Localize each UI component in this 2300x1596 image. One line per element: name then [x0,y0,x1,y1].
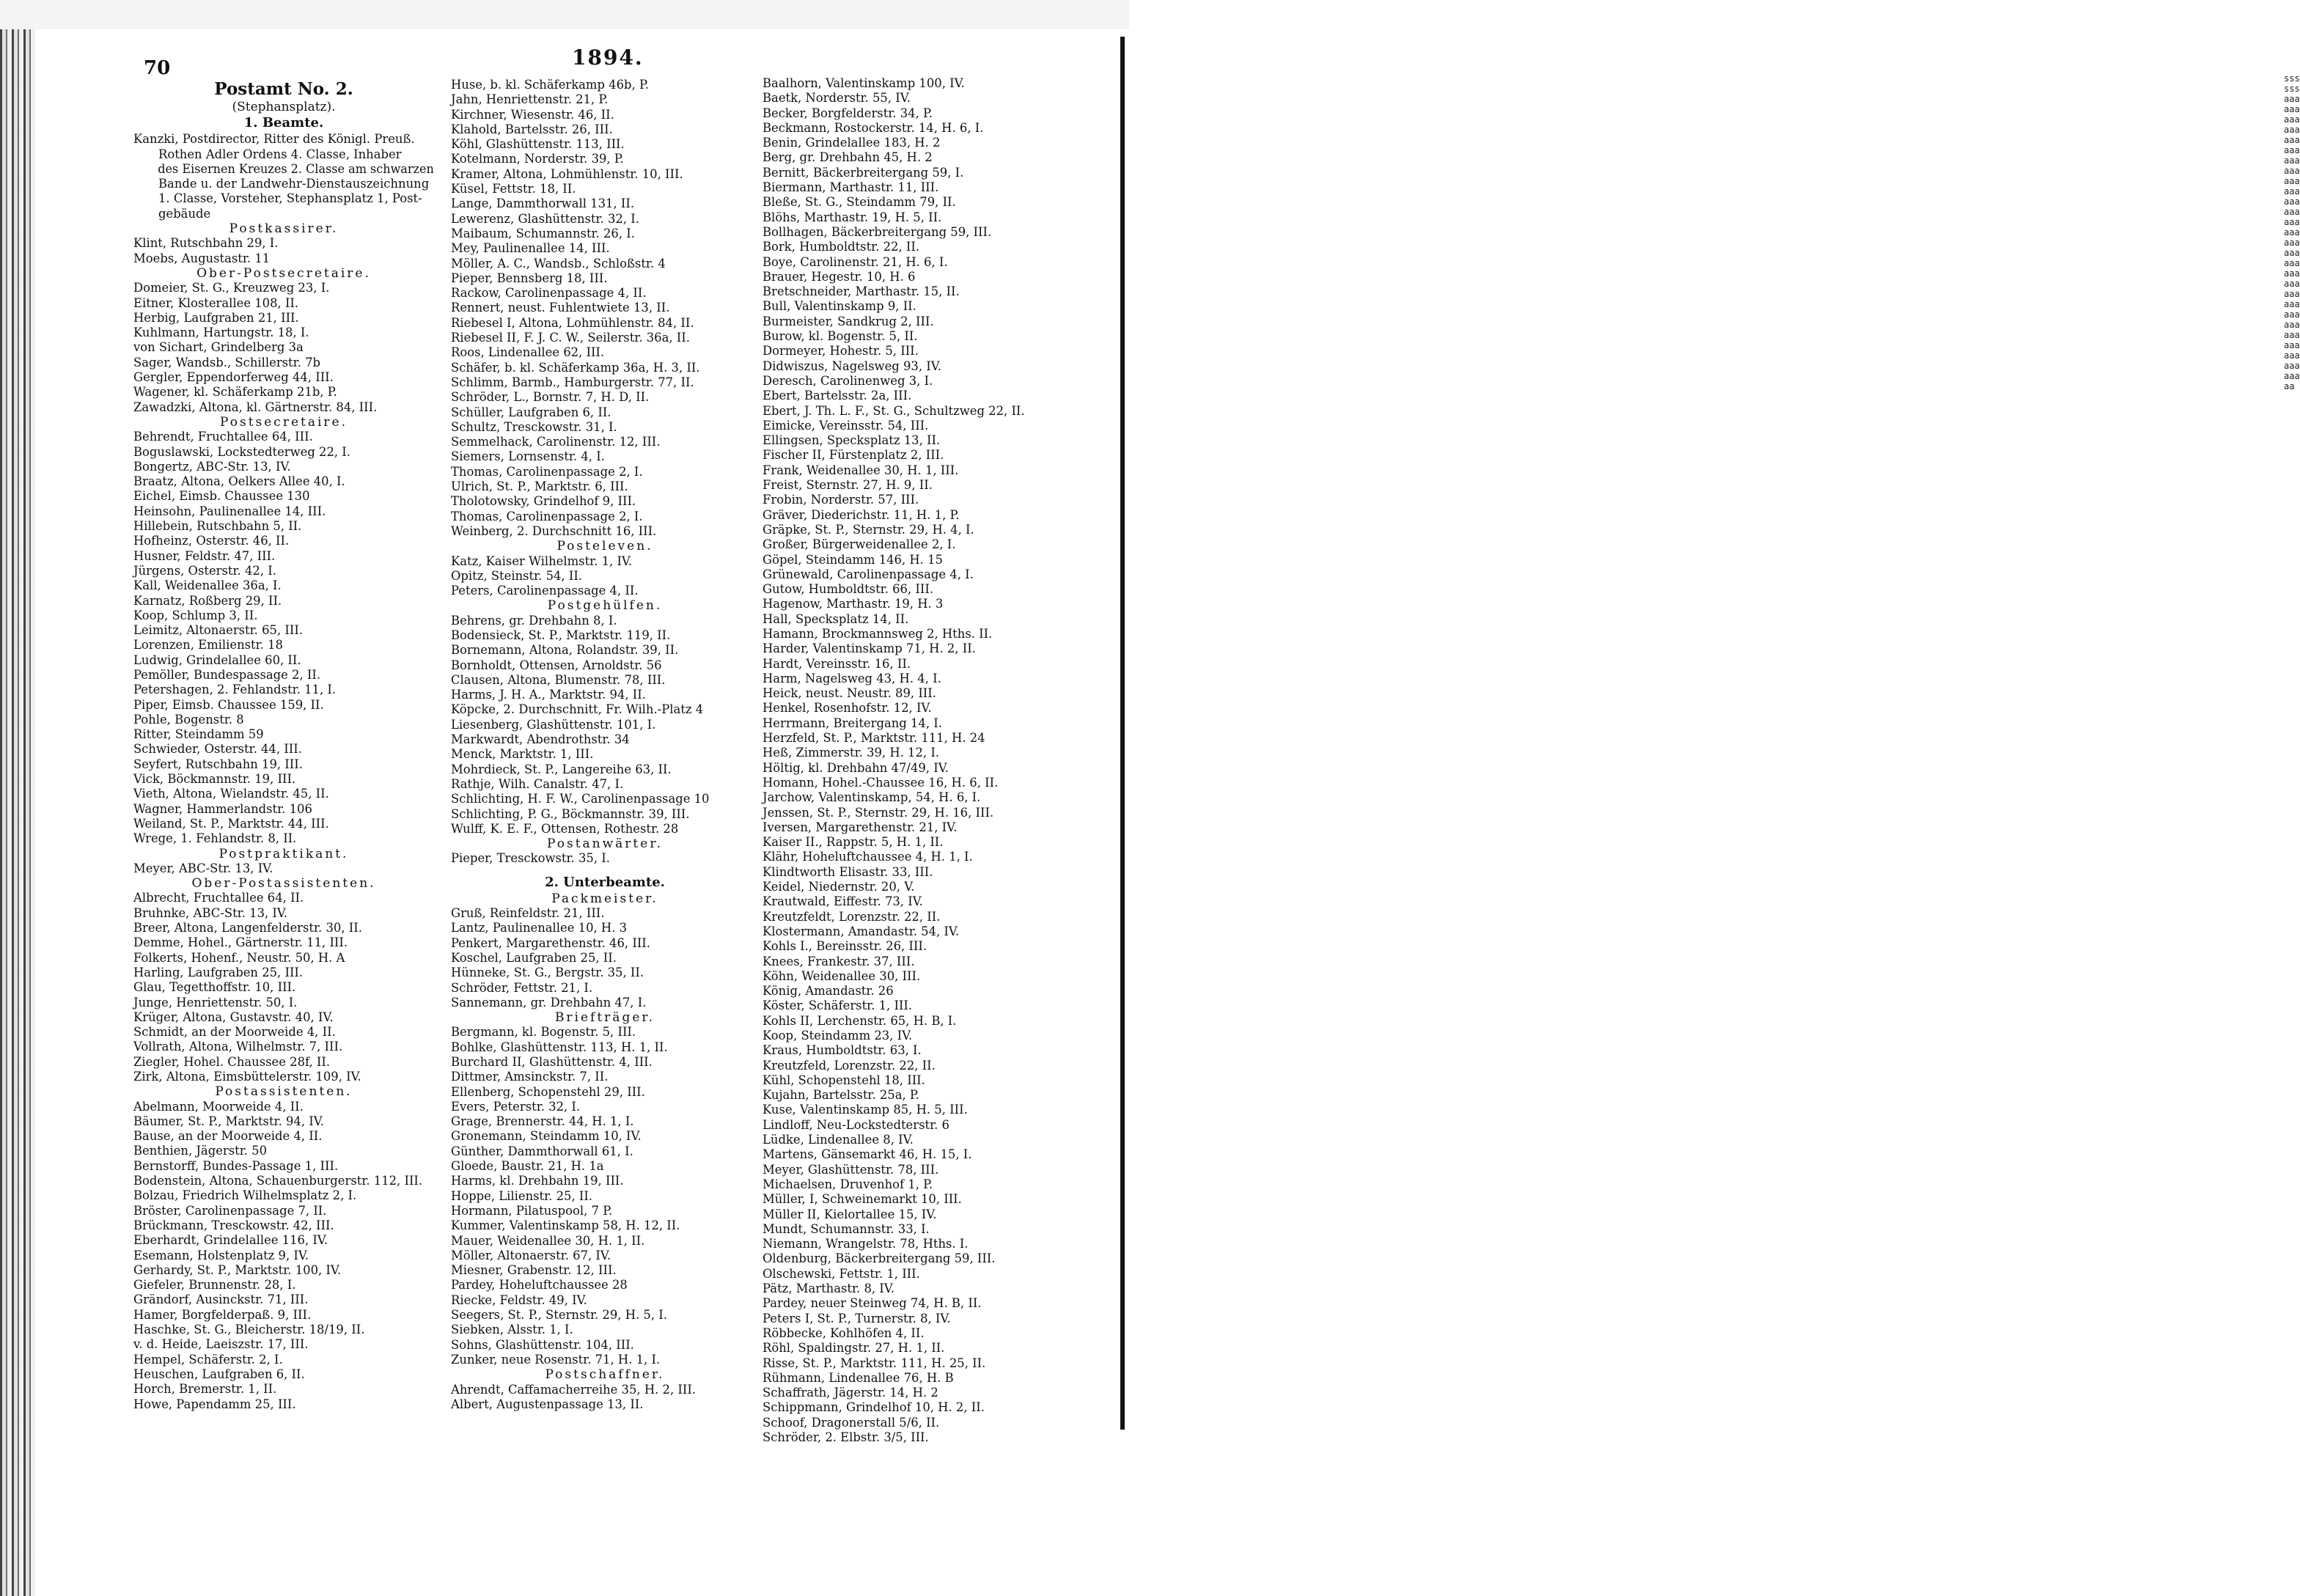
directory-entry: Thomas, Carolinenpassage 2, I. [451,509,643,523]
directory-entry: Ellingsen, Specksplatz 13, II. [763,433,941,448]
directory-entry: Domeier, St. G., Kreuzweg 23, I. [133,281,330,295]
subsection-heading: Postanwärter. [547,836,663,852]
directory-entry: Menck, Marktstr. 1, III. [451,747,594,762]
directory-entry: Bernitt, Bäckerbreitergang 59, I. [763,165,964,180]
directory-entry: Lorenzen, Emilienstr. 18 [133,638,283,652]
directory-entry: König, Amandastr. 26 [763,984,894,999]
directory-entry: Homann, Hohel.-Chaussee 16, H. 6, II. [763,775,999,790]
directory-entry: Sannemann, gr. Drehbahn 47, I. [451,995,647,1010]
directory-entry: Brückmann, Tresckowstr. 42, III. [133,1218,334,1232]
directory-entry: Ahrendt, Caffamacherreihe 35, H. 2, III. [451,1382,697,1397]
entry-continuation: gebäude [158,206,211,221]
directory-entry: Jürgens, Osterstr. 42, I. [133,563,276,578]
directory-entry: Jarchow, Valentinskamp, 54, H. 6, I. [763,790,981,805]
directory-entry: Bornemann, Altona, Rolandstr. 39, II. [451,643,679,658]
directory-entry: Harm, Nagelsweg 43, H. 4, I. [763,671,941,685]
directory-entry: Mohrdieck, St. P., Langereihe 63, II. [451,762,672,776]
directory-entry: Bause, an der Moorweide 4, II. [133,1129,323,1144]
directory-entry: Kanzki, Postdirector, Ritter des Königl. Preuß. [133,132,415,147]
directory-entry: Müller, I, Schweinemarkt 10, III. [763,1192,962,1207]
directory-entry: Semmelhack, Carolinenstr. 12, III. [451,435,661,449]
directory-entry: Bruhnke, ABC-Str. 13, IV. [133,905,288,920]
directory-entry: Schlichting, H. F. W., Carolinenpassage 10 [451,792,710,806]
directory-entry: Kall, Weidenallee 36a, I. [133,578,282,593]
directory-entry: Dittmer, Amsinckstr. 7, II. [451,1070,609,1084]
directory-entry: Lange, Dammthorwall 131, II. [451,196,635,211]
directory-entry: Koop, Schlump 3, II. [133,608,258,622]
directory-entry: Bongertz, ABC-Str. 13, IV. [133,459,291,474]
directory-entry: Meyer, Glashüttenstr. 78, III. [763,1162,939,1177]
directory-entry: Piper, Eimsb. Chaussee 159, II. [133,697,324,712]
directory-entry: Rackow, Carolinenpassage 4, II. [451,286,647,301]
directory-entry: Becker, Borgfelderstr. 34, P. [763,106,933,120]
directory-entry: Heick, neust. Neustr. 89, III. [763,686,936,701]
directory-entry: Dormeyer, Hohestr. 5, III. [763,344,919,358]
directory-entry: Lüdke, Lindenallee 8, IV. [763,1133,914,1147]
directory-entry: Grage, Brennerstr. 44, H. 1, I. [451,1114,634,1129]
directory-entry: Frobin, Norderstr. 57, III. [763,493,919,507]
directory-entry: Maibaum, Schumannstr. 26, I. [451,226,635,240]
directory-entry: Pardey, Hoheluftchaussee 28 [451,1278,628,1292]
directory-entry: Michaelsen, Druvenhof 1, P. [763,1177,933,1191]
directory-entry: Klahold, Bartelsstr. 26, III. [451,122,613,136]
directory-entry: Kaiser II., Rappstr. 5, H. 1, II. [763,835,944,850]
directory-entry: Brauer, Hegestr. 10, H. 6 [763,269,916,284]
directory-entry: Niemann, Wrangelstr. 78, Hths. I. [763,1237,969,1251]
subsection-heading: Briefträger. [554,1010,655,1026]
directory-entry: Klint, Rutschbahn 29, I. [133,236,279,251]
directory-entry: Großer, Bürgerweidenallee 2, I. [763,537,956,552]
directory-entry: Ludwig, Grindelallee 60, II. [133,652,301,667]
directory-entry: Heß, Zimmerstr. 39, H. 12, I. [763,746,940,760]
directory-entry: Gutow, Humboldtstr. 66, III. [763,582,934,597]
directory-entry: Seegers, St. P., Sternstr. 29, H. 5, I. [451,1308,667,1323]
directory-entry: Lewerenz, Glashüttenstr. 32, I. [451,211,639,226]
entry-continuation: 1. Classe, Vorsteher, Stephansplatz 1, Post- [158,191,422,206]
section-heading: 2. Unterbeamte. [545,874,665,890]
directory-entry: Frank, Weidenallee 30, H. 1, III. [763,463,959,477]
directory-entry: Gruß, Reinfeldstr. 21, III. [451,906,605,921]
office-title: Postamt No. 2. [214,79,353,99]
directory-entry: Siebken, Alsstr. 1, I. [451,1323,573,1337]
directory-entry: Hormann, Pilatuspool, 7 P. [451,1203,613,1218]
scan-binding-edge [0,29,35,1596]
directory-entry: Krautwald, Eiffestr. 73, IV. [763,894,923,909]
directory-entry: Deresch, Carolinenweg 3, I. [763,373,933,388]
directory-entry: Horch, Bremerstr. 1, II. [133,1382,277,1397]
directory-entry: Peters, Carolinenpassage 4, II. [451,584,639,598]
directory-entry: Riebesel I, Altona, Lohmühlenstr. 84, II. [451,315,694,330]
directory-entry: Schröder, Fettstr. 21, I. [451,980,593,995]
subsection-heading: Packmeister. [551,891,658,906]
directory-entry: Grändorf, Ausinckstr. 71, III. [133,1292,309,1307]
directory-entry: Pardey, neuer Steinweg 74, H. B, II. [763,1296,982,1311]
directory-entry: Kühl, Schopenstehl 18, III. [763,1073,925,1087]
directory-entry: Hempel, Schäferstr. 2, I. [133,1352,283,1367]
directory-entry: Bohlke, Glashüttenstr. 113, H. 1, II. [451,1040,668,1054]
directory-entry: Sager, Wandsb., Schillerstr. 7b [133,355,321,369]
directory-entry: Eberhardt, Grindelallee 116, IV. [133,1233,328,1248]
directory-entry: Schaffrath, Jägerstr. 14, H. 2 [763,1386,938,1400]
directory-entry: Boye, Carolinenstr. 21, H. 6, I. [763,254,948,269]
directory-entry: Liesenberg, Glashüttenstr. 101, I. [451,717,656,732]
page-number: 70 [144,57,171,79]
directory-entry: Bull, Valentinskamp 9, II. [763,299,916,314]
directory-entry: Olschewski, Fettstr. 1, III. [763,1266,920,1281]
directory-entry: Schlichting, P. G., Böckmannstr. 39, III. [451,806,690,821]
directory-entry: Gräpke, St. P., Sternstr. 29, H. 4, I. [763,522,974,537]
directory-entry: Gräver, Diederichstr. 11, H. 1, P. [763,507,960,522]
directory-entry: Sohns, Glashüttenstr. 104, III. [451,1337,634,1352]
directory-entry: Harling, Laufgraben 25, III. [133,965,304,979]
directory-entry: Mey, Paulinenallee 14, III. [451,241,610,256]
directory-entry: Hall, Specksplatz 14, II. [763,611,909,626]
directory-entry: Weiland, St. P., Marktstr. 44, III. [133,816,329,831]
directory-entry: Demme, Hohel., Gärtnerstr. 11, III. [133,935,348,950]
directory-entry: Howe, Papendamm 25, III. [133,1397,296,1411]
directory-entry: Schlimm, Barmb., Hamburgerstr. 77, II. [451,375,694,389]
directory-entry: Vick, Böckmannstr. 19, III. [133,772,296,787]
directory-entry: Kohls I., Bereinsstr. 26, III. [763,939,927,954]
directory-entry: Schäfer, b. kl. Schäferkamp 36a, H. 3, II. [451,360,700,375]
subsection-heading: Ober-Postsecretaire. [196,265,371,281]
directory-entry: Peters I, St. P., Turnerstr. 8, IV. [763,1311,951,1325]
directory-entry: Kramer, Altona, Lohmühlenstr. 10, III. [451,166,683,181]
directory-entry: Benin, Grindelallee 183, H. 2 [763,136,941,150]
directory-entry: Clausen, Altona, Blumenstr. 78, III. [451,672,666,687]
directory-entry: Eichel, Eimsb. Chaussee 130 [133,489,310,504]
column-3 [763,76,1114,1445]
directory-entry: Bodenstein, Altona, Schauenburgerstr. 112, III. [133,1174,423,1188]
directory-entry: Bornholdt, Ottensen, Arnoldstr. 56 [451,658,662,672]
directory-entry: Glau, Tegetthoffstr. 10, III. [133,980,296,995]
directory-entry: Pieper, Bennsberg 18, III. [451,271,608,285]
directory-entry: Opitz, Steinstr. 54, II. [451,568,583,583]
directory-entry: Evers, Peterstr. 32, I. [451,1099,581,1114]
directory-entry: Herrmann, Breitergang 14, I. [763,716,942,730]
directory-entry: Schippmann, Grindelhof 10, H. 2, II. [763,1400,985,1415]
directory-entry: Gerhardy, St. P., Marktstr. 100, IV. [133,1262,342,1277]
directory-entry: Zawadzki, Altona, kl. Gärtnerstr. 84, III. [133,400,378,414]
directory-entry: Eitner, Klosterallee 108, II. [133,295,299,310]
directory-entry: von Sichart, Grindelberg 3a [133,340,304,355]
directory-entry: Benthien, Jägerstr. 50 [133,1144,268,1158]
directory-entry: Baalhorn, Valentinskamp 100, IV. [763,76,965,90]
directory-entry: v. d. Heide, Laeiszstr. 17, III. [133,1337,309,1352]
directory-entry: Mauer, Weidenallee 30, H. 1, II. [451,1233,645,1248]
directory-entry: Kuse, Valentinskamp 85, H. 5, III. [763,1103,968,1117]
spacer [451,867,759,874]
directory-entry: Pemöller, Bundespassage 2, II. [133,667,321,682]
directory-entry: Martens, Gänsemarkt 46, H. 15, I. [763,1147,972,1162]
directory-entry: Baetk, Norderstr. 55, IV. [763,91,911,106]
directory-entry: Gergler, Eppendorferweg 44, III. [133,370,334,385]
directory-entry: Bernstorff, Bundes-Passage 1, III. [133,1158,339,1173]
directory-entry: Ulrich, St. P., Marktstr. 6, III. [451,479,628,494]
directory-entry: Burmeister, Sandkrug 2, III. [763,314,934,328]
directory-entry: Küsel, Fettstr. 18, II. [451,182,576,196]
directory-entry: Hamer, Borgfelderpaß. 9, III. [133,1307,312,1322]
directory-entry: Heuschen, Laufgraben 6, II. [133,1367,305,1381]
directory-entry: Schultz, Tresckowstr. 31, I. [451,419,617,434]
directory-entry: Jahn, Henriettenstr. 21, P. [451,92,609,107]
directory-entry: Röbbecke, Kohlhöfen 4, II. [763,1325,925,1340]
directory-entry: Kraus, Humboldtstr. 63, I. [763,1043,922,1058]
directory-entry: Didwiszus, Nagelsweg 93, IV. [763,358,941,373]
subsection-heading: Postkassirer. [229,221,339,237]
directory-entry: Leimitz, Altonaerstr. 65, III. [133,623,304,638]
directory-entry: Albrecht, Fruchtallee 64, II. [133,891,304,905]
directory-entry: Grünewald, Carolinenpassage 4, I. [763,567,974,581]
directory-entry: Harder, Valentinskamp 71, H. 2, II. [763,641,976,656]
directory-entry: Eimicke, Vereinsstr. 54, III. [763,418,929,433]
directory-entry: Köhn, Weidenallee 30, III. [763,968,921,983]
directory-entry: Hillebein, Rutschbahn 5, II. [133,519,302,534]
directory-entry: Vollrath, Altona, Wilhelmstr. 7, III. [133,1040,343,1054]
directory-entry: Klostermann, Amandastr. 54, IV. [763,924,960,938]
directory-entry: Hofheinz, Osterstr. 46, II. [133,534,290,548]
directory-entry: Beckmann, Rostockerstr. 14, H. 6, I. [763,120,984,135]
directory-entry: Rühmann, Lindenallee 76, H. B [763,1370,954,1385]
directory-entry: Oldenburg, Bäckerbreitergang 59, III. [763,1251,996,1266]
directory-entry: Haschke, St. G., Bleicherstr. 18/19, II. [133,1323,365,1337]
page-edge-line [1120,37,1125,1430]
directory-entry: Kreutzfeld, Lorenzstr. 22, II. [763,1058,936,1073]
directory-entry: Breer, Altona, Langenfelderstr. 30, II. [133,921,362,935]
directory-entry: Behrens, gr. Drehbahn 8, I. [451,613,617,628]
directory-entry: Ziegler, Hohel. Chaussee 28f, II. [133,1054,331,1069]
next-page-edge-text: ssssssaaaaaaaaaaaaaaaaaaaaaaaaaaaaaaaaaaaaaaaaaaaaaaaaaaaaaaaaaaaaaaaaaaaaaaaaaaaaaaaaaaaaaa [2284,73,2300,391]
subsection-heading: Posteleven. [556,539,653,554]
directory-entry: Knees, Frankestr. 37, III. [763,954,915,968]
directory-entry: Kirchner, Wiesenstr. 46, II. [451,107,614,122]
directory-entry: Bolzau, Friedrich Wilhelmsplatz 2, I. [133,1188,357,1203]
directory-entry: Zirk, Altona, Eimsbüttelerstr. 109, IV. [133,1070,361,1084]
directory-entry: Wagener, kl. Schäferkamp 21b, P. [133,385,337,400]
directory-entry: Roos, Lindenallee 62, III. [451,345,605,360]
directory-entry: Abelmann, Moorweide 4, II. [133,1099,304,1114]
column-1 [133,79,434,1412]
directory-entry: Bretschneider, Marthastr. 15, II. [763,284,960,299]
directory-entry: Hamann, Brockmannsweg 2, Hths. II. [763,626,993,641]
directory-entry: Jenssen, St. P., Sternstr. 29, H. 16, III. [763,805,994,820]
directory-entry: Kummer, Valentinskamp 58, H. 12, II. [451,1218,680,1233]
directory-entry: Hardt, Vereinsstr. 16, II. [763,656,911,671]
directory-entry: Weinberg, 2. Durchschnitt 16, III. [451,523,657,538]
directory-entry: Herbig, Laufgraben 21, III. [133,310,299,325]
directory-entry: Burow, kl. Bogenstr. 5, II. [763,329,918,344]
directory-entry: Gloede, Baustr. 21, H. 1a [451,1159,604,1174]
page-year: 1894. [572,45,644,70]
directory-entry: Bollhagen, Bäckerbreitergang 59, III. [763,224,992,239]
directory-entry: Behrendt, Fruchtallee 64, III. [133,430,313,444]
entry-continuation: Bande u. der Landwehr-Dienstauszeichnung [158,177,430,191]
directory-entry: Braatz, Altona, Oelkers Allee 40, I. [133,474,345,489]
entry-continuation: Rothen Adler Ordens 4. Classe, Inhaber [158,147,402,161]
directory-entry: Mundt, Schumannstr. 33, I. [763,1221,930,1236]
directory-entry: Risse, St. P., Marktstr. 111, H. 25, II. [763,1356,986,1370]
directory-entry: Miesner, Grabenstr. 12, III. [451,1263,617,1278]
directory-entry: Ritter, Steindamm 59 [133,727,264,742]
directory-entry: Rathje, Wilh. Canalstr. 47, I. [451,776,624,791]
directory-entry: Klähr, Hoheluftchaussee 4, H. 1, I. [763,850,973,864]
directory-entry: Freist, Sternstr. 27, H. 9, II. [763,478,933,493]
directory-entry: Kohls II, Lerchenstr. 65, H. B, I. [763,1013,957,1028]
directory-entry: Bergmann, kl. Bogenstr. 5, III. [451,1025,636,1040]
directory-entry: Krüger, Altona, Gustavstr. 40, IV. [133,1010,334,1024]
directory-entry: Möller, Altonaerstr. 67, IV. [451,1248,611,1262]
directory-entry: Wagner, Hammerlandstr. 106 [133,801,312,816]
directory-entry: Burchard II, Glashüttenstr. 4, III. [451,1055,653,1069]
subsection-heading: Postgehülfen. [547,598,663,614]
directory-entry: Riecke, Feldstr. 49, IV. [451,1292,587,1307]
directory-entry: Röhl, Spaldingstr. 27, H. 1, II. [763,1341,945,1356]
directory-entry: Möller, A. C., Wandsb., Schloßstr. 4 [451,256,666,271]
directory-entry: Kujahn, Bartelsstr. 25a, P. [763,1088,919,1103]
directory-entry: Koschel, Laufgraben 25, II. [451,950,617,965]
directory-entry: Köster, Schäferstr. 1, III. [763,999,913,1013]
directory-entry: Tholotowsky, Grindelhof 9, III. [451,494,636,509]
subsection-heading: Ober-Postassistenten. [191,876,376,891]
directory-entry: Folkerts, Hohenf., Neustr. 50, H. A [133,950,345,965]
scan-top-margin [0,0,1173,29]
directory-entry: Ebert, Bartelsstr. 2a, III. [763,389,912,403]
directory-entry: Keidel, Niedernstr. 20, V. [763,880,915,894]
directory-entry: Thomas, Carolinenpassage 2, I. [451,464,643,479]
directory-entry: Petershagen, 2. Fehlandstr. 11, I. [133,683,337,697]
directory-entry: Göpel, Steindamm 146, H. 15 [763,552,943,567]
directory-entry: Hünneke, St. G., Bergstr. 35, II. [451,966,644,980]
directory-entry: Henkel, Rosenhofstr. 12, IV. [763,701,932,716]
directory-entry: Bäumer, St. P., Marktstr. 94, IV. [133,1114,324,1128]
directory-entry: Kuhlmann, Hartungstr. 18, I. [133,326,309,340]
directory-entry: Moebs, Augustastr. 11 [133,251,271,265]
directory-entry: Köhl, Glashüttenstr. 113, III. [451,137,625,152]
subsection-heading: Postsecretaire. [219,414,348,430]
directory-entry: Siemers, Lornsenstr. 4, I. [451,449,605,464]
directory-entry: Meyer, ABC-Str. 13, IV. [133,861,273,875]
subsection-heading: Postschaffner. [545,1367,665,1383]
directory-entry: Pätz, Marthastr. 8, IV. [763,1281,894,1296]
directory-entry: Müller II, Kielortallee 15, IV. [763,1207,937,1221]
next-page-edge [1129,0,2300,1596]
directory-entry: Köpcke, 2. Durchschnitt, Fr. Wilh.-Platz 4 [451,702,704,717]
directory-entry: Ellenberg, Schopenstehl 29, III. [451,1084,645,1099]
directory-entry: Bork, Humboldtstr. 22, II. [763,240,920,254]
directory-entry: Harms, kl. Drehbahn 19, III. [451,1174,624,1188]
directory-entry: Iversen, Margarethenstr. 21, IV. [763,820,958,834]
directory-entry: Kreutzfeldt, Lorenzstr. 22, II. [763,909,941,924]
directory-entry: Riebesel II, F. J. C. W., Seilerstr. 36a, II. [451,331,690,345]
directory-entry: Lindloff, Neu-Lockstedterstr. 6 [763,1117,949,1132]
directory-entry: Bröster, Carolinenpassage 7, II. [133,1203,327,1218]
directory-entry: Schüller, Laufgraben 6, II. [451,405,611,419]
directory-entry: Wulff, K. E. F., Ottensen, Rothestr. 28 [451,821,679,836]
directory-entry: Schröder, 2. Elbstr. 3/5, III. [763,1430,929,1445]
directory-entry: Schröder, L., Bornstr. 7, H. D, II. [451,390,650,405]
directory-entry: Kotelmann, Norderstr. 39, P. [451,152,624,166]
directory-entry: Fischer II, Fürstenplatz 2, III. [763,448,944,463]
subsection-heading: Postpraktikant. [218,846,349,861]
directory-entry: Hagenow, Marthastr. 19, H. 3 [763,597,944,611]
directory-entry: Boguslawski, Lockstedterweg 22, I. [133,444,350,459]
directory-entry: Pohle, Bogenstr. 8 [133,712,244,727]
directory-entry: Schwieder, Osterstr. 44, III. [133,742,302,757]
column-2 [451,78,759,1412]
directory-entry: Berg, gr. Drehbahn 45, H. 2 [763,150,933,165]
directory-entry: Blöhs, Marthastr. 19, H. 5, II. [763,210,942,224]
directory-entry: Husner, Feldstr. 47, III. [133,548,276,563]
directory-entry: Koop, Steindamm 23, IV. [763,1029,913,1042]
directory-entry: Günther, Dammthorwall 61, I. [451,1144,633,1158]
directory-entry: Bleße, St. G., Steindamm 79, II. [763,195,956,210]
directory-entry: Giefeler, Brunnenstr. 28, I. [133,1278,296,1292]
section-heading: 1. Beamte. [243,115,324,131]
office-subtitle: (Stephansplatz). [232,100,336,114]
directory-entry: Junge, Henriettenstr. 50, I. [133,995,298,1010]
directory-entry: Bodensieck, St. P., Marktstr. 119, II. [451,628,671,642]
directory-entry: Zunker, neue Rosenstr. 71, H. 1, I. [451,1352,661,1367]
directory-entry: Rennert, neust. Fuhlentwiete 13, II. [451,301,670,315]
directory-entry: Höltig, kl. Drehbahn 47/49, IV. [763,760,949,775]
directory-entry: Hoppe, Lilienstr. 25, II. [451,1188,593,1203]
directory-entry: Esemann, Holstenplatz 9, IV. [133,1248,309,1262]
entry-continuation: des Eisernen Kreuzes 2. Classe am schwarzen [158,161,434,176]
directory-entry: Klindtworth Elisastr. 33, III. [763,864,933,879]
directory-entry: Lantz, Paulinenallee 10, H. 3 [451,921,628,935]
directory-entry: Heinsohn, Paulinenallee 14, III. [133,504,326,518]
directory-entry: Albert, Augustenpassage 13, II. [451,1397,644,1411]
directory-entry: Katz, Kaiser Wilhelmstr. 1, IV. [451,554,633,568]
subsection-heading: Postassistenten. [215,1084,353,1100]
directory-entry: Wrege, 1. Fehlandstr. 8, II. [133,831,297,846]
directory-entry: Vieth, Altona, Wielandstr. 45, II. [133,787,329,801]
directory-entry: Schmidt, an der Moorweide 4, II. [133,1025,336,1040]
directory-entry: Harms, J. H. A., Marktstr. 94, II. [451,688,646,702]
directory-entry: Pieper, Tresckowstr. 35, I. [451,851,610,866]
directory-entry: Biermann, Marthastr. 11, III. [763,180,939,195]
directory-entry: Karnatz, Roßberg 29, II. [133,593,282,608]
directory-entry: Penkert, Margarethenstr. 46, III. [451,935,650,950]
directory-entry: Markwardt, Abendrothstr. 34 [451,732,630,747]
directory-entry: Gronemann, Steindamm 10, IV. [451,1129,642,1144]
directory-entry: Huse, b. kl. Schäferkamp 46b, P. [451,78,649,92]
directory-entry: Schoof, Dragonerstall 5/6, II. [763,1415,940,1430]
directory-entry: Herzfeld, St. P., Marktstr. 111, H. 24 [763,731,985,746]
directory-entry: Seyfert, Rutschbahn 19, III. [133,757,303,771]
directory-entry: Ebert, J. Th. L. F., St. G., Schultzweg 22, II. [763,403,1025,418]
